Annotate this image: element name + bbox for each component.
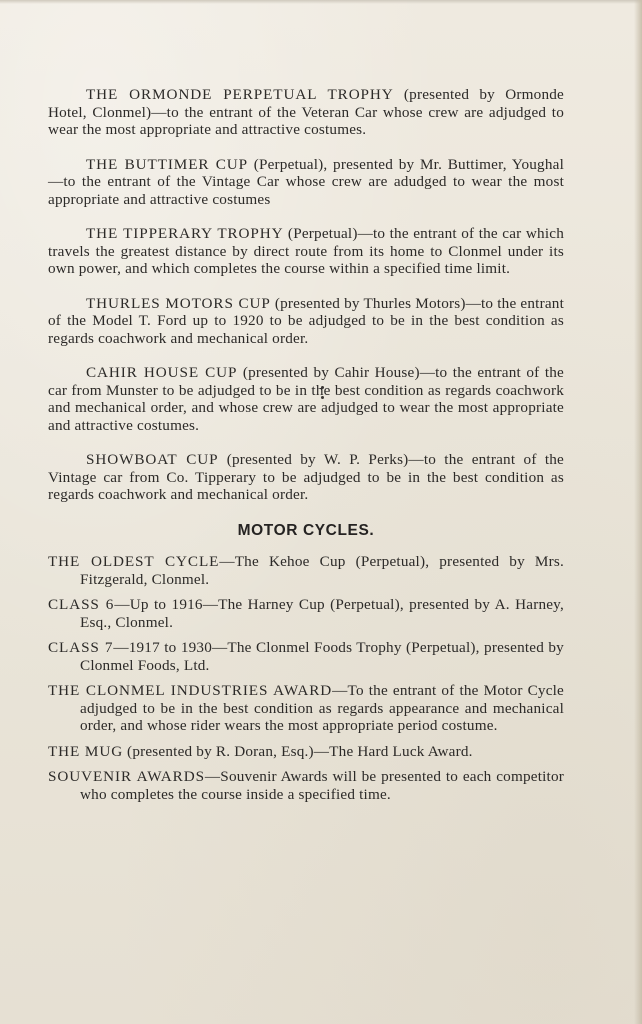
- award-description: —1917 to 1930—The Clonmel Foods Trophy (Perpetual), presented by Clonmel Foods, Ltd.: [80, 639, 564, 674]
- trophy-entry: [48, 364, 564, 434]
- trophy-name: SHOWBOAT CUP: [86, 451, 219, 468]
- award-entry: [48, 596, 564, 631]
- trophy-name: CAHIR HOUSE CUP: [86, 364, 238, 381]
- trophy-entry: [48, 295, 564, 348]
- trophy-name: THE BUTTIMER CUP: [86, 155, 249, 173]
- award-name: THE CLONMEL INDUSTRIES AWARD: [48, 682, 333, 699]
- award-description: —Up to 1916—The Harney Cup (Perpetual), presented by A. Harney, Esq., Clonmel.: [80, 596, 564, 631]
- award-name: THE OLDEST CYCLE: [48, 553, 220, 570]
- trophy-name: THE ORMONDE PERPETUAL TROPHY: [86, 86, 394, 103]
- trophy-description: (Perpetual), presented by Mr. Buttimer, Youghal—to the entrant of the Vintage Car whose crew are adudged to wear the most appropriate and attractive costumes: [48, 155, 564, 208]
- award-name: THE MUG: [48, 742, 124, 760]
- trophy-entry: [48, 156, 564, 209]
- section-heading-motor-cycles: MOTOR CYCLES.: [237, 521, 375, 539]
- trophy-description: (presented by Cahir House)—to the entrant of the car from Munster to be adjudged to be in the best condition as regards coachwork and mechanical order, and whose crew are adjudged to wear the most appropriate and attractive costumes.: [48, 364, 564, 434]
- award-entry: [48, 553, 564, 588]
- trophy-description: (presented by W. P. Perks)—to the entrant of the Vintage car from Co. Tipperary to be adjudged to be in the best condition as regards coachwork and mechanical order.: [48, 451, 564, 503]
- award-description: —The Kehoe Cup (Perpetual), presented by Mrs. Fitzgerald, Clonmel.: [80, 553, 564, 588]
- page-content: [48, 86, 564, 811]
- award-name: CLASS 6: [48, 596, 115, 613]
- trophy-entry: [48, 451, 564, 504]
- award-entry: [48, 682, 564, 735]
- award-entry: [48, 743, 564, 761]
- award-name: SOUVENIR AWARDS: [48, 768, 205, 785]
- trophy-name: THURLES MOTORS CUP: [86, 294, 271, 312]
- trophy-description: (presented by Ormonde Hotel, Clonmel)—to the entrant of the Veteran Car whose crew are adjudged to wear the most appropriate and attractive costumes.: [48, 86, 564, 138]
- award-description: —Souvenir Awards will be presented to each competitor who completes the course inside a specified time.: [80, 768, 564, 803]
- award-entry: [48, 768, 564, 803]
- trophy-entry: [48, 86, 564, 139]
- award-description: —To the entrant of the Motor Cycle adjudged to be in the best condition as regards appearance and mechanical order, and whose rider wears the most appropriate period costume.: [80, 682, 564, 734]
- award-name: CLASS 7: [48, 639, 114, 656]
- trophy-name: THE TIPPERARY TROPHY: [86, 225, 284, 242]
- trophy-entry: [48, 225, 564, 278]
- award-entry: [48, 639, 564, 674]
- page-top-edge: [0, 0, 642, 4]
- page-right-edge: [634, 0, 642, 1024]
- trophy-description: (presented by Thurles Motors)—to the entrant of the Model T. Ford up to 1920 to be adjudged to be in the best condition as regards coachwork and mechanical order.: [48, 294, 564, 347]
- trophy-description: (Perpetual)—to the entrant of the car which travels the greatest distance by direct route from its home to Clonmel under its own power, and which completes the course within a specified time limit.: [48, 225, 564, 277]
- award-description: (presented by R. Doran, Esq.)—The Hard Luck Award.: [123, 742, 473, 760]
